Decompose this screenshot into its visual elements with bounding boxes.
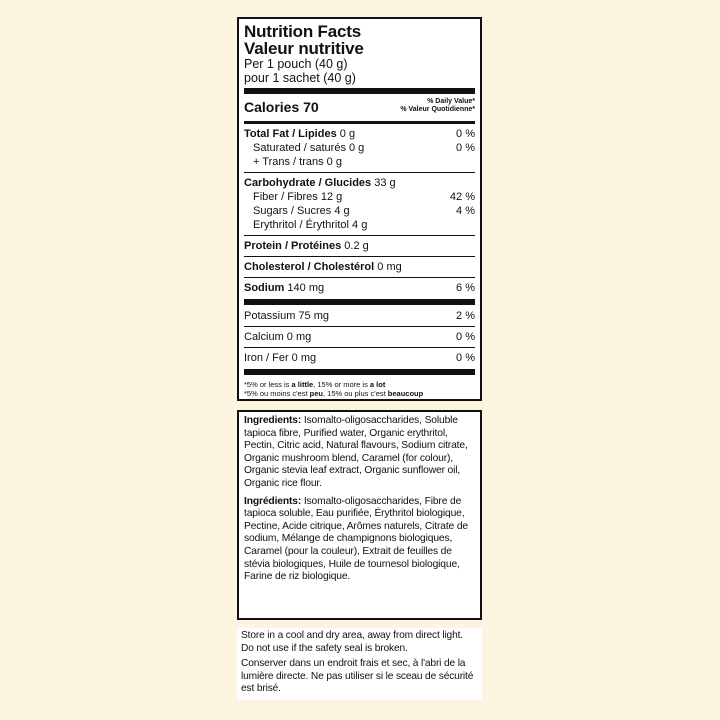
dv-fr: % Valeur Quotidienne* xyxy=(400,106,475,113)
footnote-en: *5% or less is a little, 15% or more is a lot xyxy=(244,380,386,389)
carb-amount: 33 g xyxy=(374,177,396,189)
ingredients-fr-text: Isomalto-oligosaccharides, Fibre de tapioca soluble, Eau purifiée, Érythritol biologique, Pectine, Acide citrique, Arômes naturels, Citrate de sodium, Mélange de champignons biologiques, Caramel (pour la couleur), Extrait de feuilles de stévia biologiques, Huile de tournesol biologique, Farine de riz biologique. xyxy=(244,495,468,583)
sodium-pct: 6 % xyxy=(456,282,475,294)
iron-row xyxy=(244,351,475,365)
divider-thick xyxy=(244,88,475,94)
ingredients-en-label: Ingredients: xyxy=(244,415,302,426)
chol-group xyxy=(244,259,475,275)
fat-row xyxy=(244,127,475,141)
divider xyxy=(244,256,475,257)
divider xyxy=(244,172,475,173)
sat-label: Saturated / saturés 0 g xyxy=(253,142,365,154)
divider-thick xyxy=(244,299,475,305)
title-en: Nutrition Facts xyxy=(244,22,361,41)
title-fr: Valeur nutritive xyxy=(244,39,364,58)
ingredients-en-text: Isomalto-oligosaccharides, Soluble tapioca fibre, Purified water, Organic erythritol, Pectin, Citric acid, Natural flavours, Sodium citrate, Organic mushroom blend, Caramel (for colour), Organic stevia leaf extract, Organic sunflower oil, Organic rice flour. xyxy=(244,415,468,489)
carb-label: Carbohydrate / Glucides xyxy=(244,177,372,189)
divider xyxy=(244,277,475,278)
trans-label: + Trans / trans 0 g xyxy=(253,156,342,168)
protein-label: Protein / Protéines xyxy=(244,240,342,252)
serving-fr: pour 1 sachet (40 g) xyxy=(244,71,356,85)
divider-mid xyxy=(244,121,475,124)
iron-pct: 0 % xyxy=(456,352,475,364)
sat-trans-row xyxy=(244,141,475,169)
fiber-row xyxy=(244,190,475,204)
fat-label: Total Fat / Lipides xyxy=(244,128,337,140)
calcium-row xyxy=(244,330,475,344)
fiber-label: Fiber / Fibres 12 g xyxy=(253,191,343,203)
storage-panel xyxy=(237,628,482,700)
footnote xyxy=(244,378,475,398)
calcium-label: Calcium 0 mg xyxy=(244,331,312,343)
serving-en: Per 1 pouch (40 g) xyxy=(244,57,348,71)
carb-group xyxy=(244,175,475,233)
ingredients-panel xyxy=(237,410,482,620)
dv-en: % Daily Value* xyxy=(427,98,475,105)
divider xyxy=(244,235,475,236)
calories-row xyxy=(244,97,475,119)
fat-amount: 0 g xyxy=(339,128,356,140)
ingredients-fr xyxy=(244,496,475,584)
sodium-group xyxy=(244,280,475,296)
divider-thick xyxy=(244,369,475,375)
daily-value-header xyxy=(400,98,475,114)
potassium-group xyxy=(244,308,475,324)
chol-amount: 0 mg xyxy=(377,261,402,273)
fiber-pct: 42 % xyxy=(449,191,475,203)
chol-label: Cholesterol / Cholestérol xyxy=(244,261,375,273)
ingredients-fr-label: Ingrédients: xyxy=(244,495,302,507)
sugars-pct: 4 % xyxy=(456,205,475,217)
storage-en: Store in a cool and dry area, away from direct light. Do not use if the safety seal is broken. xyxy=(241,630,463,654)
sugars-label: Sugars / Sucres 4 g xyxy=(253,205,350,217)
carb-row xyxy=(244,176,475,190)
protein-row xyxy=(244,239,475,253)
potassium-row xyxy=(244,309,475,323)
sat-trans-pct: 0 % xyxy=(456,142,475,154)
calcium-group xyxy=(244,329,475,345)
divider xyxy=(244,347,475,348)
sugars-row xyxy=(244,204,475,218)
potassium-label: Potassium 75 mg xyxy=(244,310,329,322)
protein-group xyxy=(244,238,475,254)
calcium-pct: 0 % xyxy=(456,331,475,343)
iron-group xyxy=(244,350,475,366)
ingredients-en xyxy=(244,415,475,491)
nutrition-facts-panel xyxy=(237,17,482,401)
divider xyxy=(244,326,475,327)
calories-label: Calories 70 xyxy=(244,99,319,115)
sodium-row xyxy=(244,281,475,295)
sodium-amount: 140 mg xyxy=(287,282,325,294)
fat-group xyxy=(244,126,475,170)
protein-amount: 0.2 g xyxy=(344,240,369,252)
potassium-pct: 2 % xyxy=(456,310,475,322)
erythritol-row xyxy=(244,218,475,232)
erythritol-label: Erythritol / Érythritol 4 g xyxy=(253,219,368,231)
footnote-fr: *5% ou moins c'est peu, 15% ou plus c'est beaucoup xyxy=(244,389,424,398)
iron-label: Iron / Fer 0 mg xyxy=(244,352,317,364)
chol-row xyxy=(244,260,475,274)
fat-pct: 0 % xyxy=(456,128,475,140)
storage-fr: Conserver dans un endroit frais et sec, à l'abri de la lumière directe. Ne pas utiliser si le sceau de sécurité est brisé. xyxy=(241,658,474,694)
sodium-label: Sodium xyxy=(244,282,285,294)
